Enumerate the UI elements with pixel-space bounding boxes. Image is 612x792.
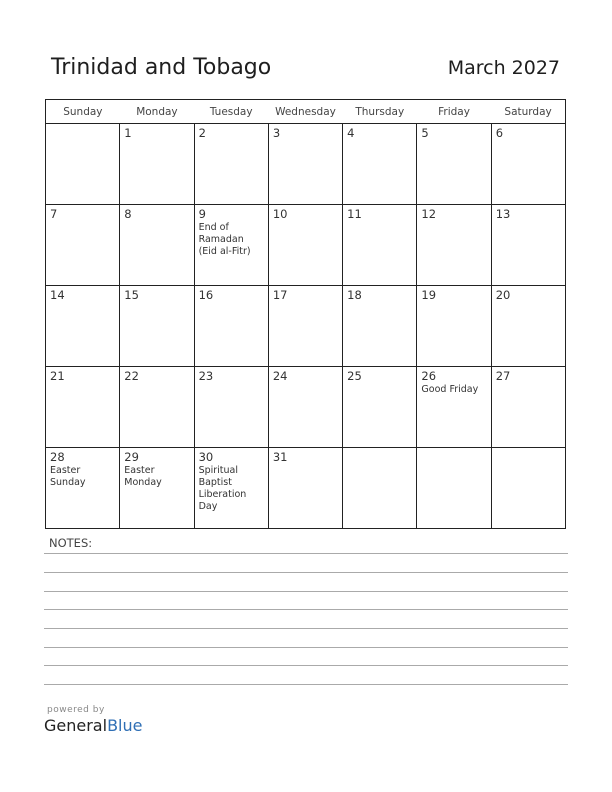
day-number: 27 <box>495 369 511 383</box>
calendar-day-cell <box>120 448 194 529</box>
day-number: 29 <box>124 450 139 464</box>
calendar-day-cell <box>194 367 268 448</box>
calendar-day-cell <box>46 448 120 529</box>
note-line <box>44 572 568 573</box>
day-number: 31 <box>272 450 288 464</box>
calendar-week-row <box>46 367 566 448</box>
calendar-grid <box>45 99 566 529</box>
note-line <box>44 684 568 685</box>
brand-blue: Blue <box>107 716 143 735</box>
calendar-day-cell <box>491 286 565 367</box>
calendar-day-cell <box>343 205 417 286</box>
calendar-day-cell <box>417 448 491 529</box>
calendar-day-cell <box>268 205 342 286</box>
weekday-thursday: Thursday <box>343 100 417 124</box>
note-line <box>44 553 568 554</box>
calendar-day-cell <box>120 367 194 448</box>
weekday-sunday: Sunday <box>46 100 120 124</box>
calendar-day-cell <box>120 286 194 367</box>
calendar-day-cell <box>491 367 565 448</box>
day-number: 30 <box>198 450 214 464</box>
weekday-header-row <box>46 100 566 124</box>
day-number: 10 <box>272 207 288 221</box>
holiday-label: End of Ramadan (Eid al-Fitr) <box>198 222 251 257</box>
calendar-day-cell <box>268 286 342 367</box>
calendar-day-cell <box>46 205 120 286</box>
calendar-day-cell <box>343 124 417 205</box>
calendar-day-cell <box>46 286 120 367</box>
day-number: 18 <box>347 288 362 302</box>
calendar-day-cell <box>268 367 342 448</box>
holiday-label: Good Friday <box>421 384 479 395</box>
day-number: 23 <box>198 369 214 383</box>
powered-by-text: powered by <box>47 705 105 715</box>
calendar-day-cell <box>194 124 268 205</box>
calendar-week-row <box>46 124 566 205</box>
calendar-week-row <box>46 448 566 529</box>
calendar-country-title: Trinidad and Tobago <box>51 55 272 80</box>
day-number: 14 <box>50 288 65 302</box>
calendar-day-cell <box>120 124 194 205</box>
weekday-friday: Friday <box>417 100 491 124</box>
day-number: 24 <box>272 369 288 383</box>
calendar-week-row <box>46 286 566 367</box>
notes-label: NOTES: <box>49 536 93 550</box>
weekday-monday: Monday <box>120 100 194 124</box>
day-number: 15 <box>124 288 139 302</box>
holiday-label: Spiritual Baptist Liberation Day <box>198 465 247 512</box>
note-line <box>44 591 568 592</box>
note-line <box>44 665 568 666</box>
day-number: 1 <box>124 126 132 140</box>
brand-logo <box>44 716 142 735</box>
day-number: 12 <box>421 207 437 221</box>
day-number: 6 <box>495 126 504 140</box>
holiday-label: Easter Sunday <box>50 465 86 488</box>
day-number: 22 <box>124 369 139 383</box>
weekday-saturday: Saturday <box>491 100 565 124</box>
weekday-wednesday: Wednesday <box>268 100 342 124</box>
calendar-day-cell <box>417 205 491 286</box>
calendar-day-cell <box>343 367 417 448</box>
calendar-day-cell <box>417 286 491 367</box>
calendar-day-cell <box>417 367 491 448</box>
day-number: 5 <box>421 126 429 140</box>
day-number: 16 <box>198 288 214 302</box>
calendar-day-cell <box>194 286 268 367</box>
day-number: 4 <box>347 126 355 140</box>
calendar-month-title: March 2027 <box>447 57 560 79</box>
day-number: 21 <box>50 369 65 383</box>
calendar-day-cell <box>46 124 120 205</box>
calendar-day-cell <box>268 448 342 529</box>
calendar-day-cell <box>46 367 120 448</box>
day-number: 17 <box>272 288 288 302</box>
day-number: 8 <box>124 207 132 221</box>
day-number: 2 <box>198 126 206 140</box>
day-number: 3 <box>272 126 281 140</box>
note-line <box>44 628 568 629</box>
calendar-day-cell <box>343 448 417 529</box>
calendar-day-cell <box>120 205 194 286</box>
calendar-week-row <box>46 205 566 286</box>
calendar-day-cell <box>491 205 565 286</box>
day-number: 25 <box>347 369 362 383</box>
day-number: 9 <box>198 207 206 221</box>
brand-general: General <box>44 716 108 735</box>
calendar-day-cell <box>491 124 565 205</box>
holiday-label: Easter Monday <box>124 465 162 488</box>
calendar-day-cell <box>194 205 268 286</box>
note-line <box>44 647 568 648</box>
calendar-day-cell <box>343 286 417 367</box>
calendar-day-cell <box>491 448 565 529</box>
day-number: 26 <box>421 369 437 383</box>
day-number: 11 <box>347 207 362 221</box>
calendar-day-cell <box>417 124 491 205</box>
calendar-day-cell <box>194 448 268 529</box>
day-number: 28 <box>50 450 65 464</box>
calendar-day-cell <box>268 124 342 205</box>
calendar-body <box>46 124 566 529</box>
day-number: 20 <box>495 288 511 302</box>
day-number: 19 <box>421 288 437 302</box>
weekday-tuesday: Tuesday <box>194 100 268 124</box>
day-number: 7 <box>50 207 58 221</box>
note-line <box>44 609 568 610</box>
day-number: 13 <box>495 207 511 221</box>
